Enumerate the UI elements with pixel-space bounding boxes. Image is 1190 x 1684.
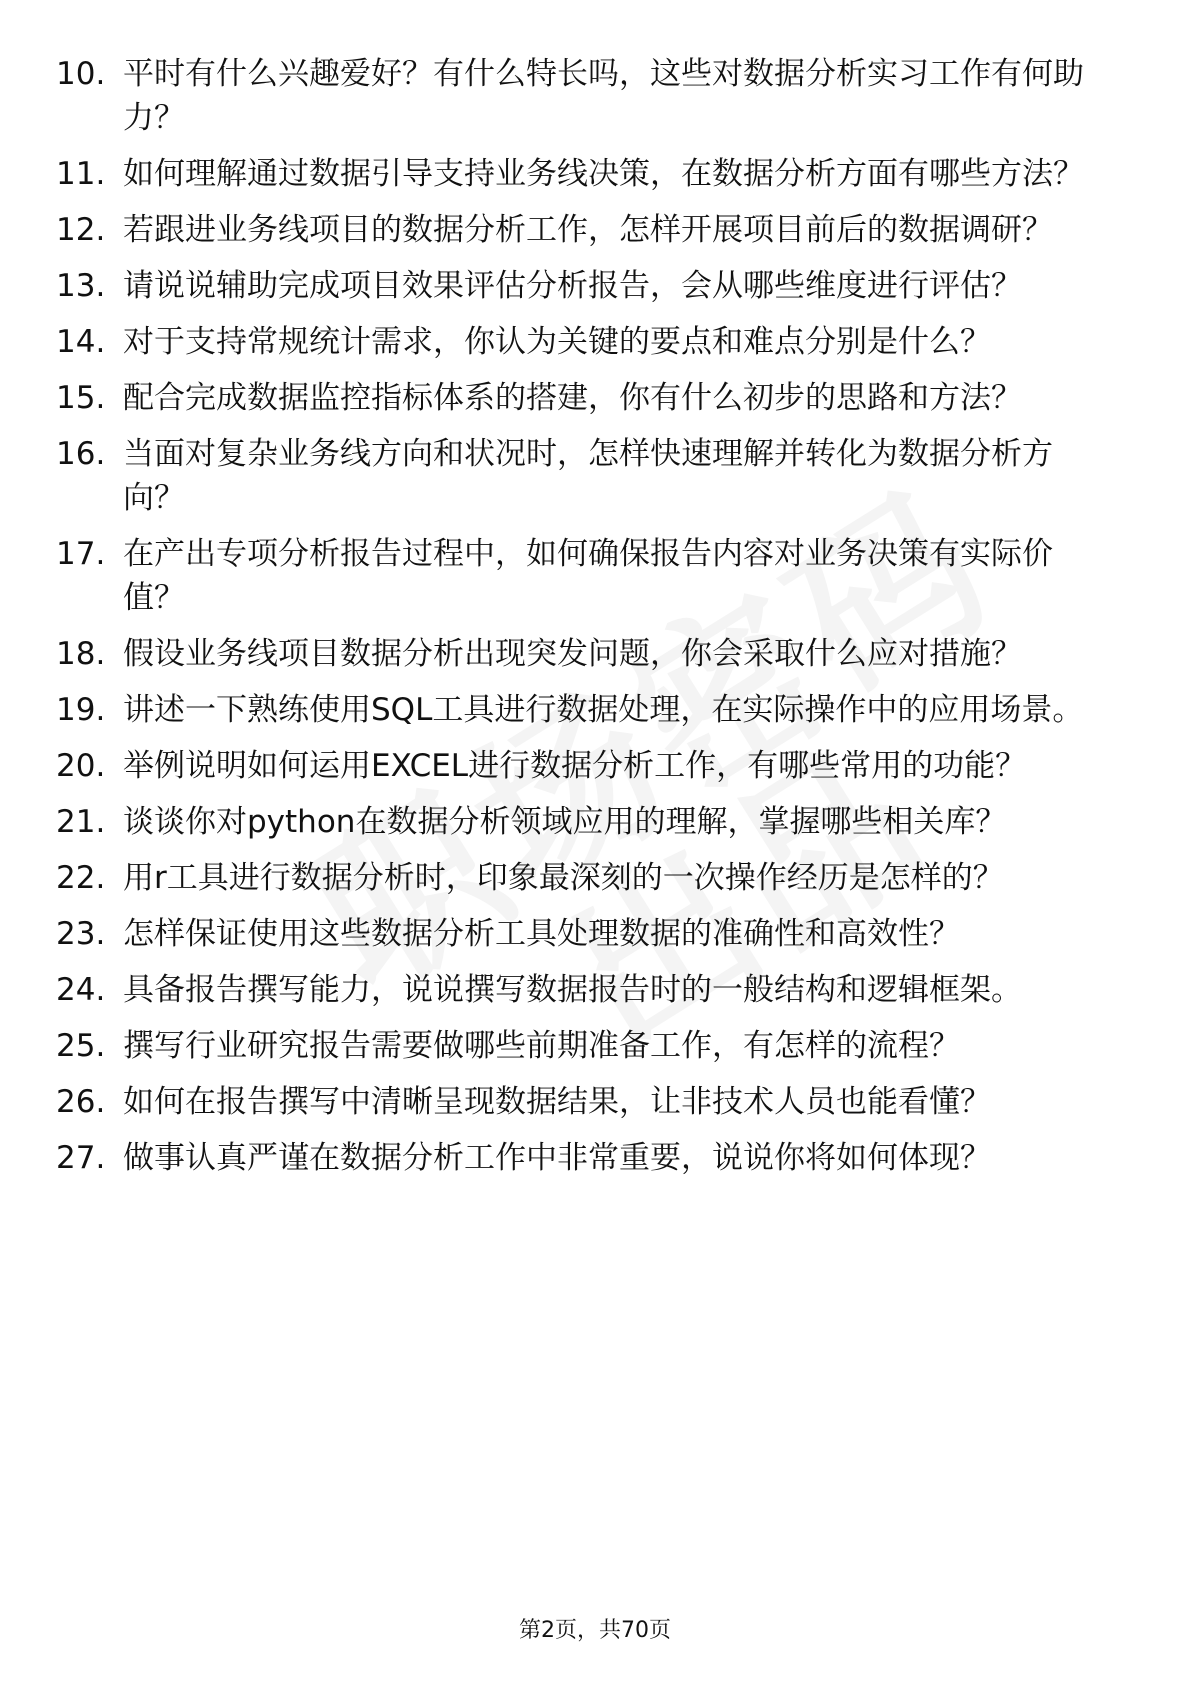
question-text: 假设业务线项目数据分析出现突发问题，你会采取什么应对措施？ [123,636,1022,672]
question-item [56,320,1136,364]
question-text: 具备报告撰写能力，说说撰写数据报告时的一般结构和逻辑框架。 [123,972,1022,1008]
question-number: 20. [56,748,106,784]
question-number: 13. [56,268,106,304]
question-item [56,688,1136,732]
question-text: 撰写行业研究报告需要做哪些前期准备工作，有怎样的流程？ [123,1028,960,1064]
question-item [56,1024,1136,1068]
question-text: 请说说辅助完成项目效果评估分析报告，会从哪些维度进行评估？ [123,268,1022,304]
question-number: 18. [56,636,106,672]
question-text: 举例说明如何运用EXCEL进行数据分析工作，有哪些常用的功能？ [123,748,1027,784]
question-number: 10. [56,56,106,92]
question-number: 21. [56,804,106,840]
question-item [56,264,1136,308]
question-item [56,912,1136,956]
question-item [56,800,1136,844]
question-item [56,52,1136,140]
question-text: 如何理解通过数据引导支持业务线决策，在数据分析方面有哪些方法？ [123,156,1084,192]
question-text: 如何在报告撰写中清晰呈现数据结果，让非技术人员也能看懂？ [123,1084,991,1120]
question-list [56,52,1136,1192]
question-number: 26. [56,1084,106,1120]
question-item [56,968,1136,1012]
question-number: 12. [56,212,106,248]
question-number: 25. [56,1028,106,1064]
question-number: 23. [56,916,106,952]
question-item [56,432,1136,520]
question-number: 14. [56,324,106,360]
question-text: 若跟进业务线项目的数据分析工作，怎样开展项目前后的数据调研？ [123,212,1053,248]
question-item [56,856,1136,900]
question-item [56,632,1136,676]
question-text: 用r工具进行数据分析时，印象最深刻的一次操作经历是怎样的？ [123,860,1004,896]
question-number: 22. [56,860,106,896]
page-number-label: 第2页，共70页 [519,1618,671,1643]
question-number: 11. [56,156,106,192]
question-text: 当面对复杂业务线方向和状况时，怎样快速理解并转化为数据分析方向？ [123,436,1053,516]
question-number: 19. [56,692,106,728]
question-text: 在产出专项分析报告过程中，如何确保报告内容对业务决策有实际价值？ [123,536,1053,616]
question-text: 怎样保证使用这些数据分析工具处理数据的准确性和高效性？ [123,916,960,952]
question-text: 平时有什么兴趣爱好？有什么特长吗，这些对数据分析实习工作有何助力？ [123,56,1084,136]
question-text: 配合完成数据监控指标体系的搭建，你有什么初步的思路和方法？ [123,380,1022,416]
question-number: 17. [56,536,106,572]
question-text: 做事认真严谨在数据分析工作中非常重要，说说你将如何体现？ [123,1140,991,1176]
page-footer [0,1616,1190,1646]
question-item [56,1136,1136,1180]
question-item [56,208,1136,252]
question-number: 27. [56,1140,106,1176]
question-item [56,744,1136,788]
question-item [56,376,1136,420]
question-number: 24. [56,972,106,1008]
question-number: 15. [56,380,106,416]
question-text: 谈谈你对python在数据分析领域应用的理解，掌握哪些相关库？ [123,804,1007,840]
question-text: 讲述一下熟练使用SQL工具进行数据处理，在实际操作中的应用场景。 [123,692,1084,728]
question-item [56,152,1136,196]
question-item [56,1080,1136,1124]
question-text: 对于支持常规统计需求，你认为关键的要点和难点分别是什么？ [123,324,991,360]
question-number: 16. [56,436,106,472]
question-item [56,532,1136,620]
